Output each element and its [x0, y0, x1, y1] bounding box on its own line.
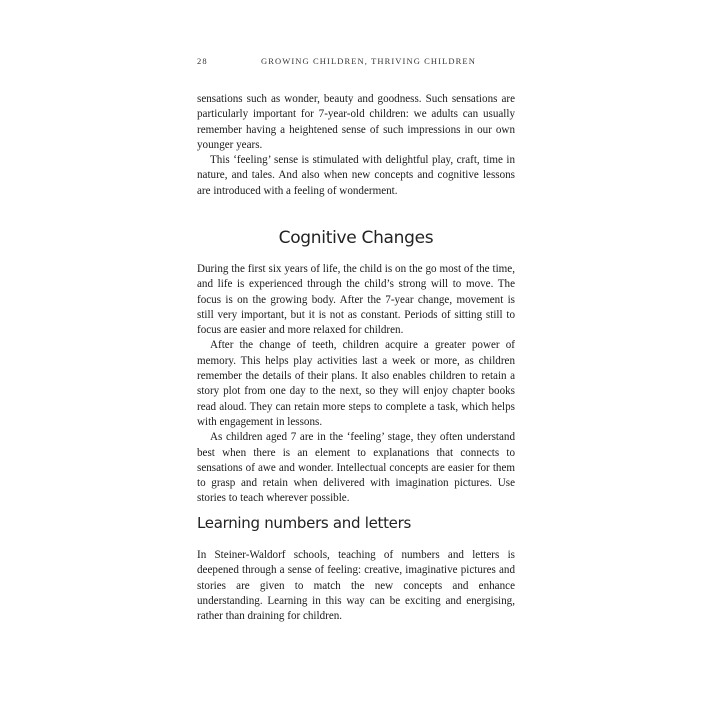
page-number: 28: [197, 56, 208, 66]
paragraph: During the first six years of life, the child is on the go most of the time, and life is experienced through the child’s strong will to move. The focus is on the growing body. After the 7-year change, movement is still very important, but it is not as constant. Periods of sitting still to focus are easier and more relaxed for children.: [197, 263, 515, 337]
paragraph: sensations such as wonder, beauty and goodness. Such sensations are particularly important for 7-year-old children: we adults can usually remember having a heightened sense of such impressions in our own younger years.: [197, 93, 515, 151]
paragraph: In Steiner-Waldorf schools, teaching of numbers and letters is deepened through a sense of feeling: creative, imaginative pictures and stories are given to match the new concepts and enhance understanding. Learning in this way can be exciting and energising, rather than draining for children.: [197, 549, 515, 623]
sub-heading-learning-numbers-letters: Learning numbers and letters: [197, 514, 411, 532]
paragraph: After the change of teeth, children acquire a greater power of memory. This helps play activities last a week or more, as children remember the details of their plans. It also enables children to retain a story plot from one day to the next, so they will enjoy chapter books read aloud. They can retain more steps to complete a task, which helps with engagement in lessons.: [197, 339, 515, 428]
running-head: [197, 56, 515, 70]
learning-text: [197, 548, 515, 624]
intro-text: [197, 92, 515, 199]
section-heading-cognitive-changes: Cognitive Changes: [278, 228, 434, 248]
cognitive-changes-text: [197, 262, 515, 507]
paragraph: This ‘feeling’ sense is stimulated with delightful play, craft, time in nature, and tales. And also when new concepts and cognitive lessons are introduced with a feeling of wonderment.: [197, 154, 515, 197]
running-title: GROWING CHILDREN, THRIVING CHILDREN: [261, 56, 476, 66]
paragraph: As children aged 7 are in the ‘feeling’ stage, they often understand best when there is an element to explanations that connects to sensations of awe and wonder. Intellectual concepts are easier for them to grasp and retain when delivered with imagination pictures. Use stories to teach wherever possible.: [197, 431, 515, 505]
